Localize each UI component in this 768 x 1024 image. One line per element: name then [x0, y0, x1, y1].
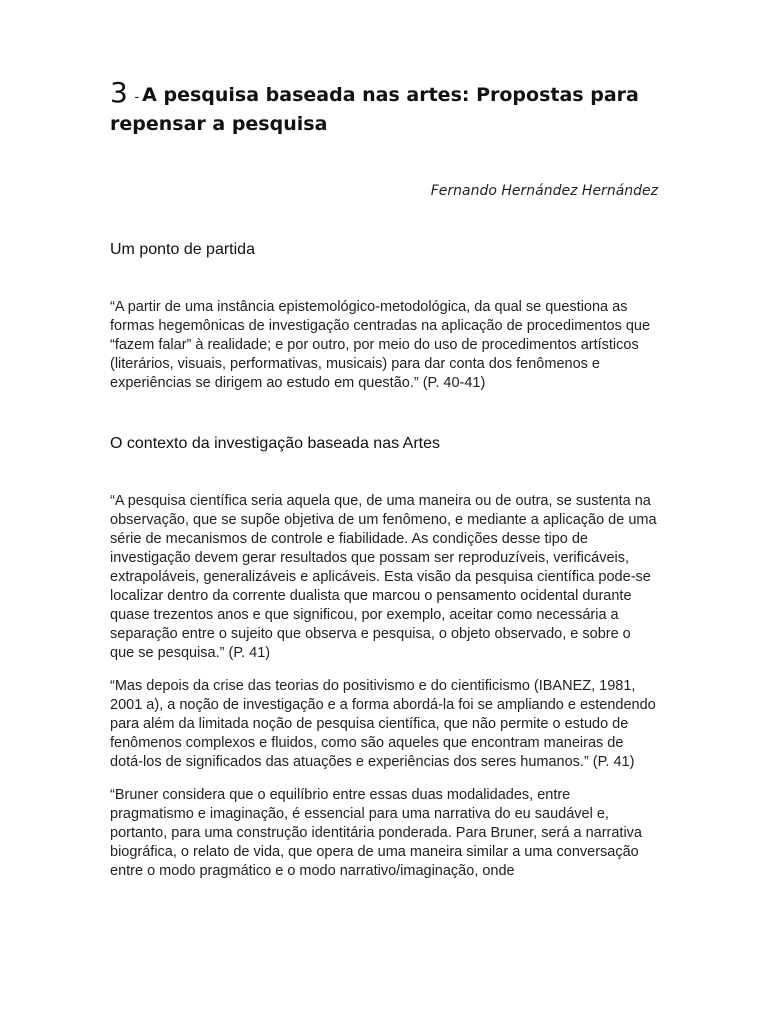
section-heading-starting-point: Um ponto de partida [110, 241, 255, 258]
quote-paragraph: “Mas depois da crise das teorias do positivismo e do cientificismo (IBANEZ, 1981, 2001 a), a noção de investigação e a forma abordá-la foi se ampliando e estendendo para além da limitada noção de pesquisa científica, que não permite o estudo de fenômenos complexos e fluidos, como são aqueles que encontram maneiras de dotá-los de significados das atuações e experiências dos seres humanos.” (P. 41) [110, 678, 656, 770]
quote-paragraph: “A pesquisa científica seria aquela que, de uma maneira ou de outra, se sustenta na observação, que se supõe objetiva de um fenômeno, e mediante a aplicação de uma série de mecanismos de controle e fiabilidade. As condições desse tipo de investigação devem gerar resultados que possam ser reproduzíveis, verificáveis, extrapoláveis, generalizáveis e aplicáveis. Esta visão da pesquisa científica pode-se localizar dentro da corrente dualista que marcou o pensamento ocidental durante quase trezentos anos e que significou, por exemplo, aceitar como necessária a separação entre o sujeito que observa e pesquisa, o objeto observado, e sobre o que se pesquisa.” (P. 41) [110, 493, 657, 661]
document-page [110, 76, 658, 881]
chapter-title-text: A pesquisa baseada nas artes: Propostas para repensar a pesquisa [110, 84, 639, 135]
chapter-number: 3 [110, 76, 128, 109]
chapter-title [110, 76, 658, 137]
author-name: Fernando Hernández Hernández [430, 183, 658, 199]
chapter-dash: - [134, 90, 140, 105]
section-heading-context: O contexto da investigação baseada nas Artes [110, 435, 440, 452]
quote-paragraph: “A partir de uma instância epistemológico-metodológica, da qual se questiona as formas hegemônicas de investigação centradas na aplicação de procedimentos que “fazem falar” à realidade; e por outro, por meio do uso de procedimentos artísticos (literários, visuais, performativas, musicais) para dar conta dos fenômenos e experiências se dirigem ao estudo em questão.” (P. 40-41) [110, 299, 651, 391]
quote-paragraph: “Bruner considera que o equilíbrio entre essas duas modalidades, entre pragmatismo e imaginação, é essencial para uma narrativa do eu saudável e, portanto, para uma construção identitária ponderada. Para Bruner, será a narrativa biográfica, o relato de vida, que opera de uma maneira similar a uma conversação entre o modo pragmático e o modo narrativo/imaginação, onde [110, 787, 642, 879]
